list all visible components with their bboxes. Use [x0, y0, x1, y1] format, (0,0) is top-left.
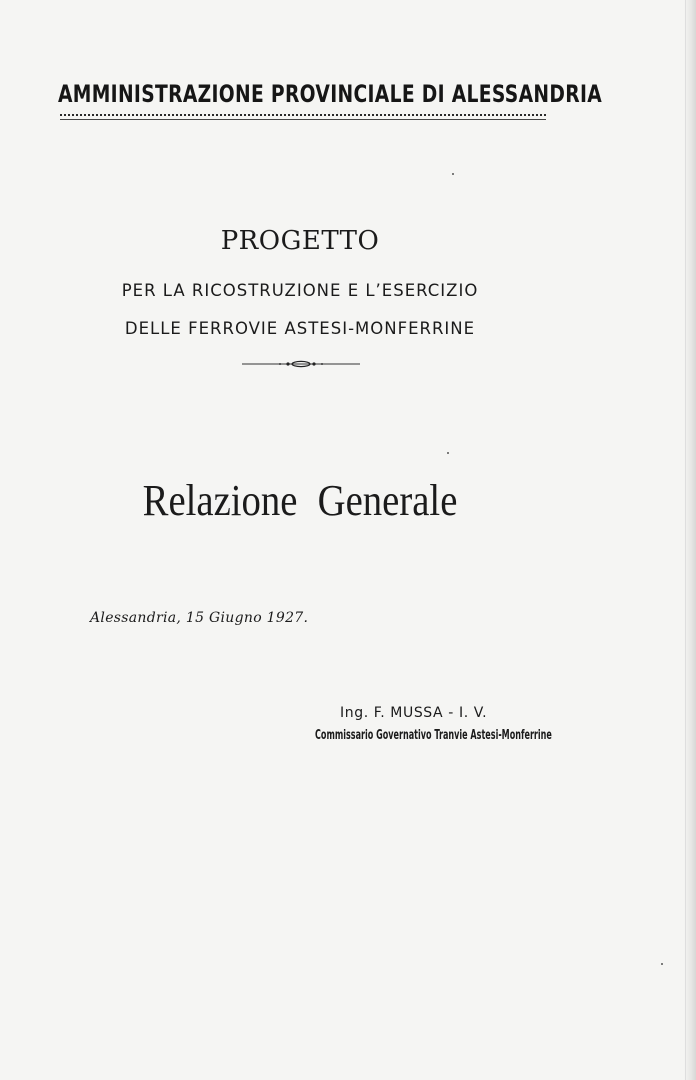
- document-title: Relazione Generale: [142, 476, 458, 525]
- institution-header: AMMINISTRAZIONE PROVINCIALE DI ALESSANDRIA: [58, 80, 603, 108]
- paper-speck: [447, 452, 449, 454]
- paper-speck: [661, 963, 663, 965]
- ornament-divider-icon: [242, 360, 360, 368]
- subtitle-line-2: DELLE FERROVIE ASTESI-MONFERRINE: [124, 319, 476, 338]
- progetto-heading: PROGETTO: [220, 226, 380, 256]
- author-role: Commissario Governativo Tranvie Astesi-Monferrine: [315, 728, 552, 743]
- paper-speck: [452, 173, 454, 175]
- header-underline: [60, 119, 546, 120]
- header-dotted-rule: [60, 114, 546, 116]
- page-edge-shadow: [684, 0, 696, 1080]
- place-and-date: Alessandria, 15 Giugno 1927.: [90, 610, 309, 626]
- author-signature: Ing. F. MUSSA - I. V.: [340, 705, 488, 721]
- subtitle-line-1: PER LA RICOSTRUZIONE E L’ESERCIZIO: [121, 281, 479, 300]
